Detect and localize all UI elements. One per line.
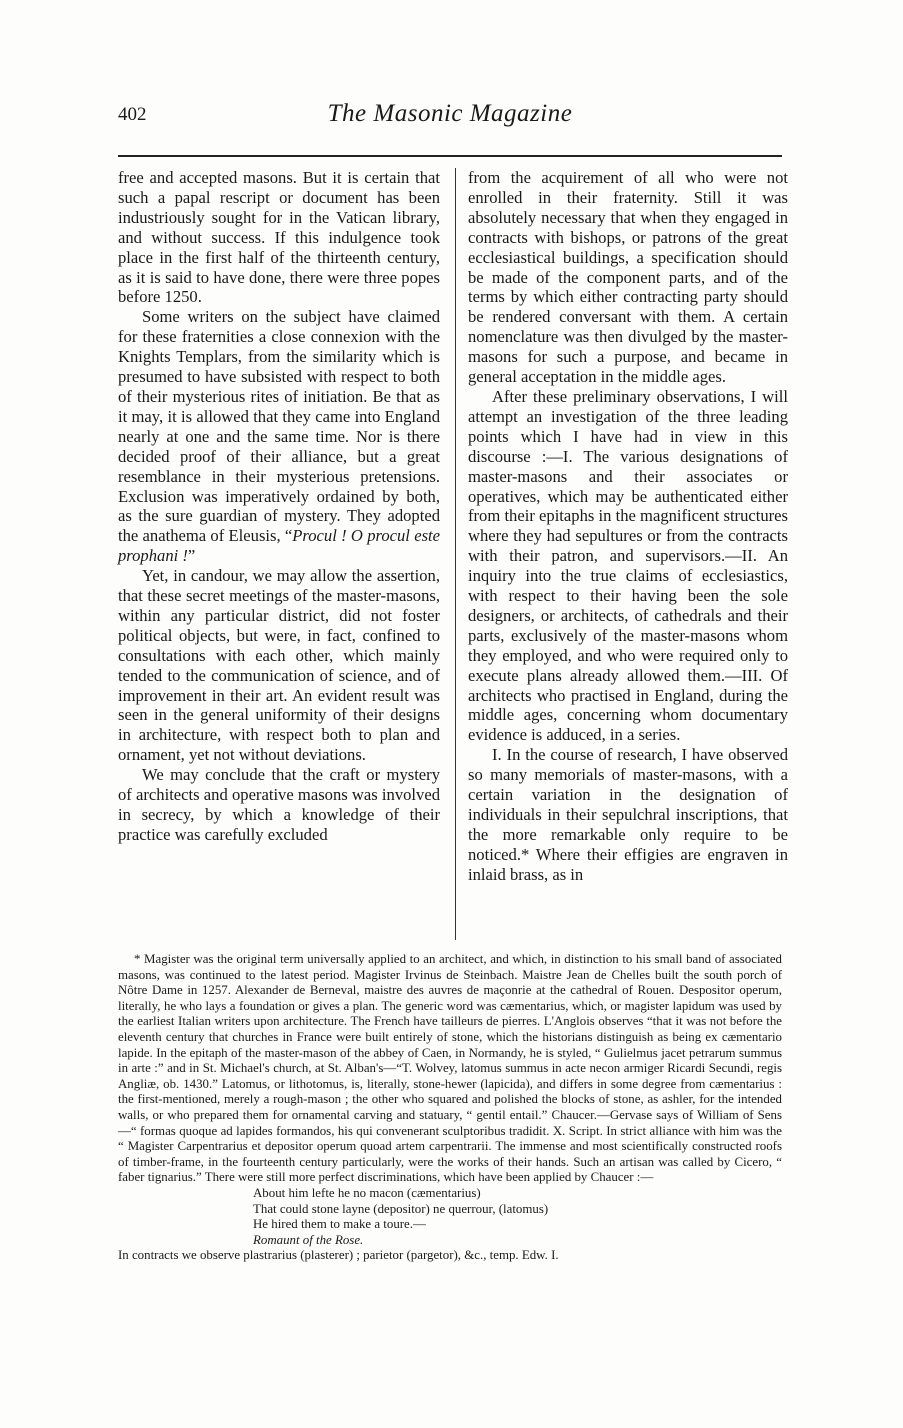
footnote-text: * Magister was the original term universally applied to an architect, and which, in distinction to his small band of associated masons, was continued to the latest period. Magister Irvinus de Steinbach. Maistre Jean de Chelles built the south porch of Nôtre Dame in 1257. Alexander de Berneval, maistre des auvres de maçonrie at the cathedral of Rouen. Despositor operum, literally, he who lays a foundation or gives a plan. The generic word was cæmentarius, which, or magister lapidum was used by the earliest Italian writers upon architecture. The French have tailleurs de pierres. L'Anglois observes “that it was not before the eleventh century that churches in France were built entirely of stone, which the historians distinguish as being ex cæmentario lapide. In the epitaph of the master-mason of the abbey of Caen, in Normandy, he is styled, “ Gulielmus jacet petrarum summus in arte :” and in St. Michael's church, at St. Alban's—“T. Wolvey, latomus summus in acte necon armiger Ricardi Secundi, regis Angliæ, ob. 1430.” Latomus, or lithotomus, is, literally, stone-hewer (lapicida), and differs in some degree from cæmentarius : the first-mentioned, merely a rough-mason ; the other who squared and polished the blocks of stone, as ashler, for the intended walls, or who prepared them for ornamental carving and statuary, “ gentil entail.” Chaucer.—Gervase says of William of Sens—“ formas quoque ad lapides formandos, his qui convenerant sculptoribus tradidit. X. Script. In strict alliance with him was the “ Magister Carpentrarius et depositor operum quoad artem carpentrarii. The immense and most scientifically constructed roofs of timber-frame, in the fourteenth century particularly, were the works of their hands. Such an artisan was called by Cicero, “ faber tignarius.” There were still more perfect discriminations, which have been applied by Chaucer :— [118, 952, 782, 1185]
verse-source: Romaunt of the Rose. [253, 1232, 364, 1247]
page-number: 402 [118, 104, 147, 125]
left-column [118, 168, 440, 845]
paragraph: Yet, in candour, we may allow the assertion, that these secret meetings of the master-masons, within any particular district, did not foster political objects, but were, in fact, confined to consultations with each other, which mainly tended to the communication of science, and of improvement in their art. An evident result was seen in the general uniformity of their designs in architecture, with respect both to plan and ornament, yet not without deviations. [118, 566, 440, 765]
page-header [118, 100, 782, 134]
verse-line: About him lefte he no macon (cæmentarius) [253, 1185, 481, 1200]
verse-line [253, 1217, 782, 1248]
footnote-closing: In contracts we observe plastrarius (plasterer) ; parietor (pargetor), &c., temp. Edw. I. [118, 1248, 559, 1263]
paragraph [118, 307, 440, 566]
header-rule [118, 155, 782, 157]
paragraph-text: Some writers on the subject have claimed for these fraternities a close connexion with the Knights Templars, from the similarity which is presumed to have subsisted with respect to both of their mysterious rites of initiation. Be that as it may, it is allowed that they came into England nearly at one and the same time. Nor is there decided proof of their alliance, but a great resemblance in their mysterious pretensions. Exclusion was imperatively ordained by both, as the sure guardian of mystery. They adopted the anathema of Eleusis, “ [118, 307, 440, 546]
verse-text: He hired them to make a toure.— [253, 1217, 426, 1232]
paragraph: I. In the course of research, I have observed so many memorials of master-masons, with a certain variation in the designation of individuals in their sepulchral inscriptions, that the more remarkable only require to be noticed.* Where their effigies are engraven in inlaid brass, as in [468, 745, 788, 884]
paragraph: After these preliminary observations, I will attempt an investigation of the three leading points which I have had in view in this discourse :—I. The various designations of master-masons and their associates or operatives, which may be authenticated either from their epitaphs in the magnificent structures where they had sepultures or from the contracts with their patron, and supervisors.—II. An inquiry into the true claims of ecclesiastics, with respect to their having been the sole designers, or architects, of cathedrals and their parts, exclusively of the master-masons whom they employed, and who were required only to execute plans already allowed them.—III. Of architects who practised in England, during the middle ages, concerning whom documentary evidence is adduced, in a series. [468, 386, 788, 745]
verse-line: That could stone layne (depositor) ne querrour, (latomus) [253, 1201, 549, 1216]
paragraph: from the acquirement of all who were not enrolled in their fraternity. Still it was absolutely necessary that when they engaged in contracts with bishops, or patrons of the great ecclesiastical buildings, a specification should be made of the component parts, and of the terms by which either contracting party should be rendered conversant with them. A certain nomenclature was then divulged by the master-masons for such a purpose, and became in general acceptation in the middle ages. [468, 168, 788, 387]
latin-quote: Procul ! O procul este prophani ! [118, 526, 440, 566]
closing-quote: ” [187, 546, 196, 566]
body-columns [118, 168, 788, 938]
verse-quote [118, 1186, 782, 1248]
running-title: The Masonic Magazine [327, 100, 573, 127]
paragraph: We may conclude that the craft or mystery of architects and operative masons was involved in secrecy, by which a knowledge of their practice was carefully excluded [118, 765, 440, 844]
paragraph: free and accepted masons. But it is certain that such a papal rescript or document has been industriously sought for in the Vatican library, and without success. If this indulgence took place in the first half of the thirteenth century, as it is said to have done, there were three popes before 1250. [118, 168, 440, 307]
footnote [118, 952, 782, 1264]
right-column [468, 168, 788, 885]
